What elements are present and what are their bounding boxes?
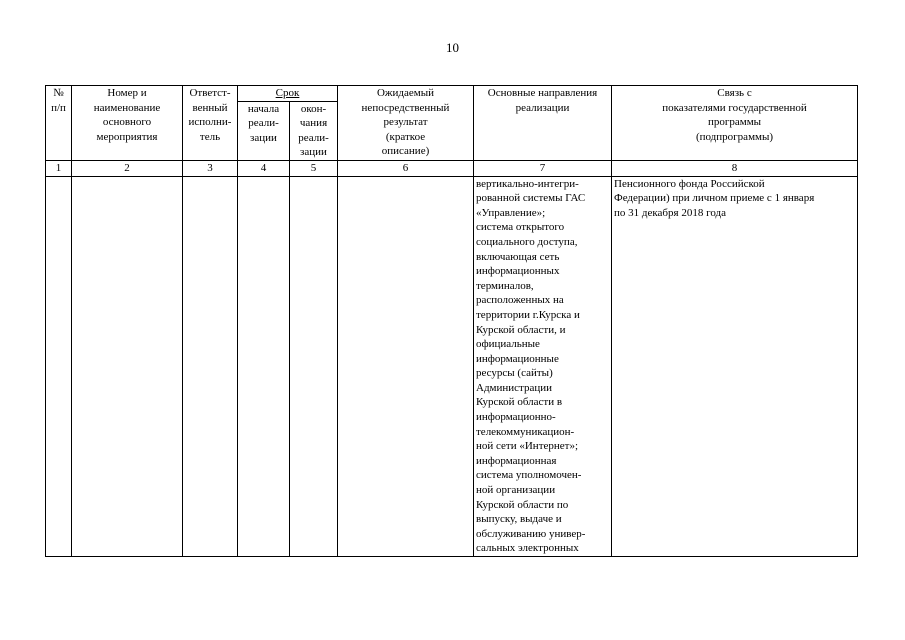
header-start: начала реали- зации [238, 101, 290, 160]
column-number: 2 [72, 160, 183, 176]
header-row-top [46, 86, 858, 102]
column-number: 7 [474, 160, 612, 176]
column-numbers-row [46, 160, 858, 176]
header-number: № п/п [46, 86, 72, 161]
table-row [46, 176, 858, 556]
header-term: Срок [238, 86, 338, 102]
column-number: 6 [338, 160, 474, 176]
cell-measure-name [72, 176, 183, 556]
column-number: 4 [238, 160, 290, 176]
cell-expected-result [338, 176, 474, 556]
cell-executor [183, 176, 238, 556]
measures-table [45, 85, 858, 557]
header-expected-result: Ожидаемый непосредственный результат (краткое описание) [338, 86, 474, 161]
cell-directions: вертикально-интегри- рованной системы ГАС «Управление»; система открытого социального доступа, включающая сеть информационных терминалов, расположенных на территории г.Курска и Курской области, и официальные информационные ресурсы (сайты) Администрации Курской области в информационно- телекоммуникацион- ной сети «Интернет»; информационная система уполномочен- ной организации Курской области по выпуску, выдаче и обслуживанию универ- сальных электронных [474, 176, 612, 556]
column-number: 1 [46, 160, 72, 176]
header-end: окон- чания реали- зации [290, 101, 338, 160]
cell-indicators-link: Пенсионного фонда Российской Федерации) при личном приеме с 1 января по 31 декабря 2018 года [612, 176, 858, 556]
header-measure-name: Номер и наименование основного мероприятия [72, 86, 183, 161]
page-number: 10 [446, 40, 459, 55]
cell-number [46, 176, 72, 556]
cell-end [290, 176, 338, 556]
column-number: 3 [183, 160, 238, 176]
cell-start [238, 176, 290, 556]
column-number: 8 [612, 160, 858, 176]
header-executor: Ответст- венный исполни- тель [183, 86, 238, 161]
header-indicators-link: Связь с показателями государственной программы (подпрограммы) [612, 86, 858, 161]
column-number: 5 [290, 160, 338, 176]
header-directions: Основные направления реализации [474, 86, 612, 161]
